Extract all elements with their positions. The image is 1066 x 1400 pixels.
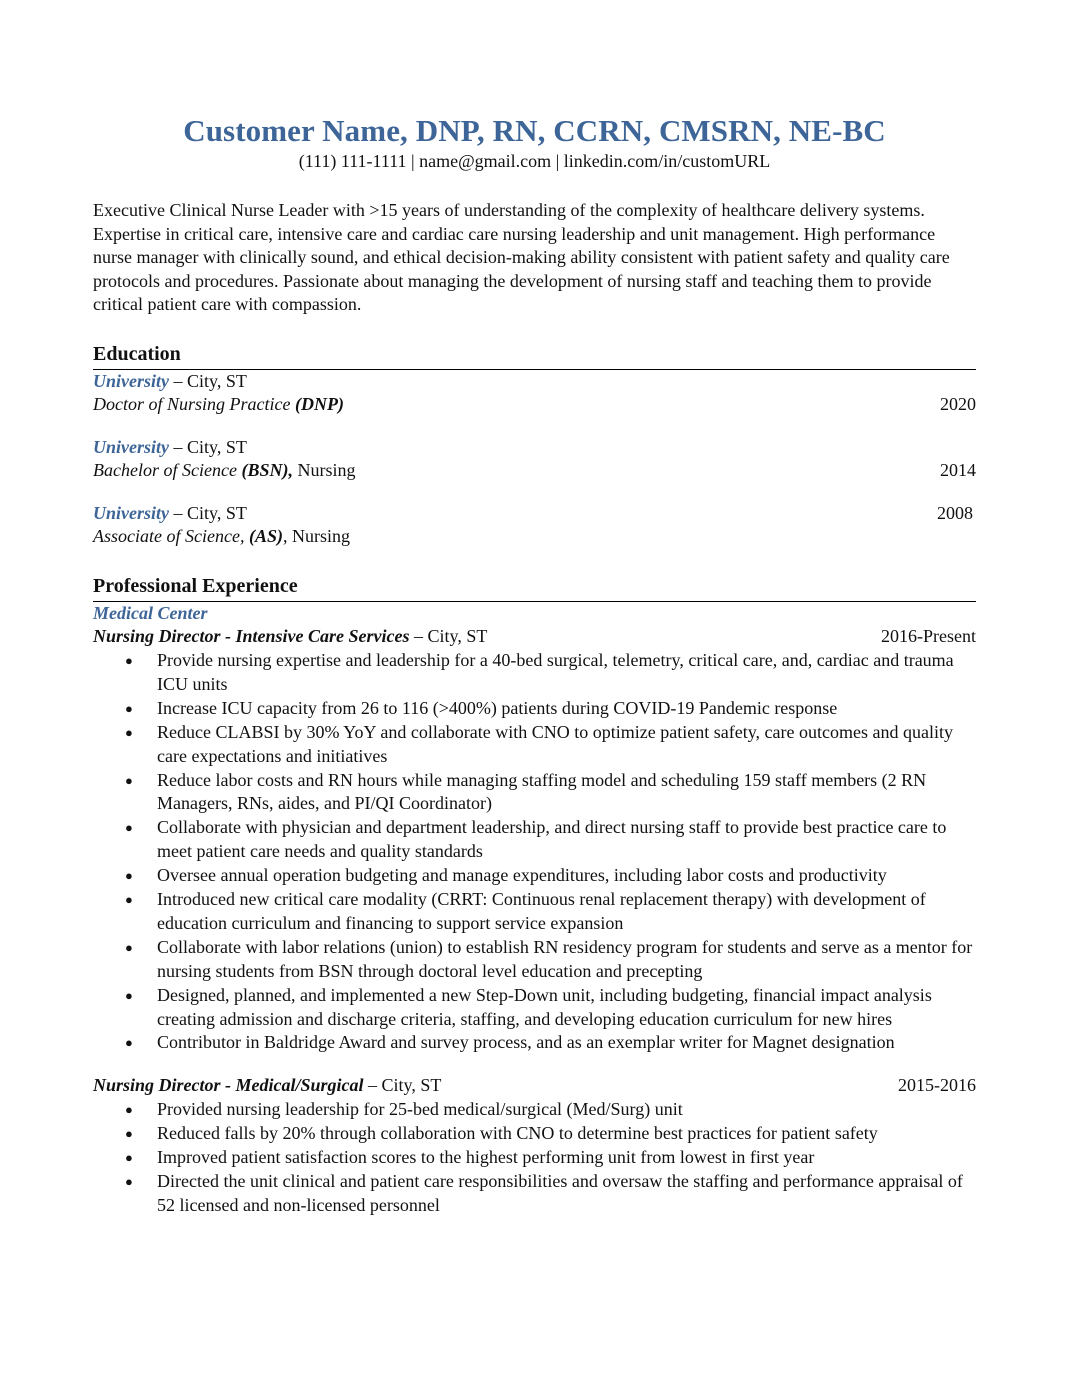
list-item: ● Designed, planned, and implemented a new Step-Down unit, including budgeting, financial impact analysis creating admission and discharge criteria, staffing, and developing education curriculum for new hires [93,984,976,1032]
summary-paragraph: Executive Clinical Nurse Leader with >15 years of understanding of the complexity of healthcare delivery systems. Expertise in critical care, intensive care and cardiac care nursing leadership and unit management. High performance nurse manager with clinically sound, and ethical decision-making ability consistent with patient safety and quality care protocols and procedures. Passionate about managing the development of nursing staff and teaching them to provide critical patient care with compassion. [93,200,950,315]
list-item: ● Collaborate with physician and department leadership, and direct nursing staff to provide best practice care to meet patient care needs and quality standards [93,816,976,864]
list-item: ● Directed the unit clinical and patient care responsibilities and oversaw the staffing and performance appraisal of 52 licensed and non-licensed personnel [93,1170,976,1218]
education-heading: Education [93,342,976,370]
list-item: ● Provide nursing expertise and leadership for a 40-bed surgical, telemetry, critical care, and, cardiac and trauma ICU units [93,649,976,697]
list-item: ● Increase ICU capacity from 26 to 116 (>400%) patients during COVID-19 Pandemic response [93,697,976,721]
experience-heading: Professional Experience [93,574,976,602]
job-title: Nursing Director - Intensive Care Services [93,626,410,647]
institution-location: – City, ST [169,370,247,391]
candidate-name: Customer Name, DNP, RN, CCRN, CMSRN, NE-BC [183,113,886,148]
job-location: – City, ST [363,1075,442,1096]
role-block [93,1074,976,1217]
education-entry [93,436,976,483]
list-item: ● Collaborate with labor relations (union) to establish RN residency program for students and serve as a mentor for nursing students from BSN through doctoral level education and precepting [93,936,976,984]
graduation-year: 2008 [937,502,973,523]
degree-abbrev: (AS) [248,526,283,547]
degree-field: , Nursing [282,526,350,547]
list-item: ● Reduce CLABSI by 30% YoY and collaborate with CNO to optimize patient safety, care outcomes and quality care expectations and initiatives [93,721,976,769]
degree-abbrev: (DNP) [294,394,344,415]
list-item: ● Provided nursing leadership for 25-bed medical/surgical (Med/Surg) unit [93,1098,976,1122]
responsibility-list [93,649,976,1055]
degree-name: Associate of Science, [93,526,249,547]
list-item: ● Introduced new critical care modality (CRRT: Continuous renal replacement therapy) with development of education curriculum and financing to support service expansion [93,888,976,936]
job-dates: 2016-Present [881,626,976,647]
institution-location: – City, ST [169,502,247,523]
contact-line: (111) 111-1111 | name@gmail.com | linkedin.com/in/customURL [298,151,771,171]
job-location: – City, ST [409,626,488,647]
institution-name: University [93,370,169,391]
employer-name: Medical Center [93,602,208,623]
employer-block [93,602,976,1055]
degree-name: Bachelor of Science [93,460,242,481]
education-entry [93,502,976,549]
degree-field: Nursing [292,460,356,481]
list-item: ● Contributor in Baldridge Award and survey process, and as an exemplar writer for Magnet designation [93,1031,976,1055]
list-item: ● Improved patient satisfaction scores to the highest performing unit from lowest in first year [93,1146,976,1170]
degree-abbrev: (BSN), [241,460,293,481]
institution-location: – City, ST [169,436,247,457]
responsibility-list [93,1098,976,1218]
list-item: ● Reduce labor costs and RN hours while managing staffing model and scheduling 159 staff members (2 RN Managers, RNs, aides, and PI/QI Coordinator) [93,769,976,817]
list-item: ● Reduced falls by 20% through collaboration with CNO to determine best practices for patient safety [93,1122,976,1146]
job-dates: 2015-2016 [898,1075,976,1096]
degree-name: Doctor of Nursing Practice [93,394,295,415]
job-title: Nursing Director - Medical/Surgical [93,1075,364,1096]
list-item: ● Oversee annual operation budgeting and manage expenditures, including labor costs and productivity [93,864,976,888]
institution-name: University [93,502,169,523]
graduation-year: 2014 [940,460,976,481]
education-entry [93,370,976,417]
graduation-year: 2020 [940,394,976,415]
institution-name: University [93,436,169,457]
